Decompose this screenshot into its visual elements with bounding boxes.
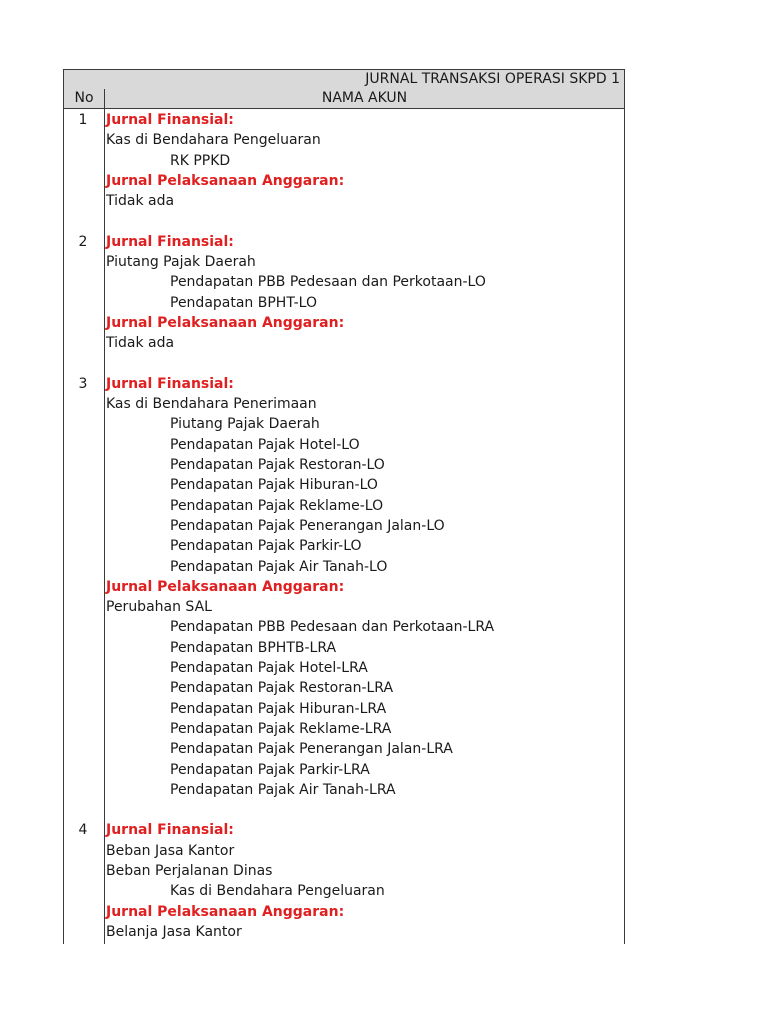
account-name: Pendapatan PBB Pedesaan dan Perkotaan-LRA [170,619,495,636]
account-name: Perubahan SAL [106,599,212,616]
table-row [63,394,625,414]
table-row [63,881,625,901]
table-row [63,130,625,150]
account-name: Pendapatan PBB Pedesaan dan Perkotaan-LO [170,274,486,291]
row-number: 2 [78,233,88,250]
account-name: RK PPKD [170,152,231,169]
table-row [63,455,625,475]
table-row [63,475,625,495]
table-row [63,780,625,800]
table-row [63,374,625,394]
account-name: Pendapatan Pajak Hiburan-LO [170,477,378,494]
table-row [63,861,625,881]
table-row [63,232,625,252]
row-number: 4 [78,822,88,839]
account-name: Tidak ada [106,193,175,210]
account-name: Pendapatan Pajak Parkir-LO [170,538,362,555]
table-row [63,617,625,637]
table-row [63,577,625,597]
account-name: Pendapatan Pajak Hotel-LO [170,436,360,453]
table-body [63,110,625,942]
table-row [63,536,625,556]
account-name: Beban Perjalanan Dinas [106,862,273,879]
column-header-name: NAMA AKUN [321,90,408,106]
account-name: Pendapatan Pajak Air Tanah-LRA [170,781,396,798]
table-row [63,760,625,780]
table-row [63,516,625,536]
journal-section-heading: Jurnal Pelaksanaan Anggaran: [106,314,345,331]
account-name: Kas di Bendahara Pengeluaran [170,883,385,900]
table-row [63,800,625,820]
journal-section-heading: Jurnal Pelaksanaan Anggaran: [106,172,345,189]
account-name: Pendapatan Pajak Restoran-LRA [170,680,394,697]
table-row [63,678,625,698]
account-name: Tidak ada [106,335,175,352]
table-row [63,293,625,313]
journal-section-heading: Jurnal Pelaksanaan Anggaran: [106,903,345,920]
table-row [63,820,625,840]
journal-section-heading: Jurnal Finansial: [106,112,234,128]
account-name: Kas di Bendahara Pengeluaran [106,132,321,149]
table-row [63,496,625,516]
account-name: Pendapatan Pajak Air Tanah-LO [170,558,388,575]
table-row [63,211,625,231]
table-row [63,435,625,455]
table-row [63,597,625,617]
account-name: Pendapatan Pajak Penerangan Jalan-LRA [170,741,453,758]
table-row [63,191,625,211]
header-row [63,89,625,109]
table-row [63,841,625,861]
account-name: Pendapatan BPHTB-LRA [170,639,337,656]
row-number: 1 [78,112,88,128]
account-name: Pendapatan Pajak Parkir-LRA [170,761,370,778]
table-row [63,699,625,719]
table-row [63,171,625,191]
table-row [63,739,625,759]
journal-section-heading: Jurnal Finansial: [106,822,234,839]
account-name: Pendapatan Pajak Penerangan Jalan-LO [170,517,445,534]
table-row [63,272,625,292]
table-row [63,151,625,171]
account-name: Pendapatan Pajak Reklame-LO [170,497,384,514]
table-row [63,719,625,739]
table-row [63,313,625,333]
table-row [63,638,625,658]
column-header-no: No [64,89,105,108]
account-name: Piutang Pajak Daerah [106,254,256,271]
journal-section-heading: Jurnal Finansial: [106,233,234,250]
table-row [63,414,625,434]
account-name: Pendapatan Pajak Reklame-LRA [170,720,392,737]
table-row [63,922,625,942]
sheet-title: JURNAL TRANSAKSI OPERASI SKPD 1 [365,71,620,87]
account-name: Beban Jasa Kantor [106,842,235,859]
table-row [63,252,625,272]
table-row [63,110,625,130]
table-row [63,658,625,678]
row-number: 3 [78,375,88,392]
account-name: Pendapatan BPHT-LO [170,294,317,311]
journal-section-heading: Jurnal Finansial: [106,375,234,392]
title-row [63,69,625,90]
table-row [63,902,625,922]
account-name: Kas di Bendahara Penerimaan [106,396,317,413]
account-name: Pendapatan Pajak Hiburan-LRA [170,700,387,717]
account-name: Belanja Jasa Kantor [106,923,242,940]
table-row [63,354,625,374]
account-name: Pendapatan Pajak Restoran-LO [170,457,385,474]
table-row [63,557,625,577]
account-name: Pendapatan Pajak Hotel-LRA [170,660,368,677]
account-name: Piutang Pajak Daerah [170,416,320,433]
table-row [63,333,625,353]
journal-section-heading: Jurnal Pelaksanaan Anggaran: [106,578,345,595]
